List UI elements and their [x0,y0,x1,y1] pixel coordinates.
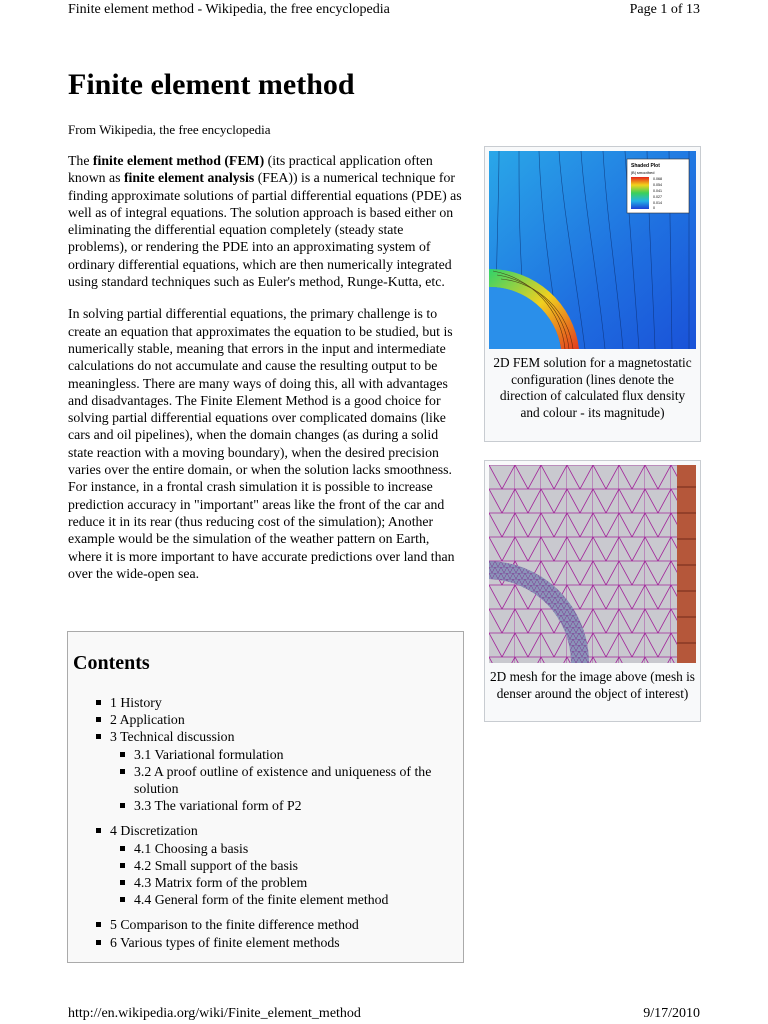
figure-fem-solution [484,146,701,442]
toc-subitem[interactable] [120,746,456,763]
toc-subitem-label[interactable]: 4.4 General form of the finite element method [134,892,389,908]
toc-subitem-label[interactable]: 3.2 A proof outline of existence and uniqueness of the solution [134,763,432,797]
intro-text-3: (FEA)) is a numerical technique for finding approximate solutions of partial differential equations (PDE) as well as of integral equations. The solution approach is based either on eliminating the differential equation completely (steady state problems), or rendering the PDE into an approximating system of ordinary differential equations, which are then numerically integrated using standard techniques such as Euler's method, Runge-Kutta, etc. [68,170,462,290]
intro-bold-fea[interactable]: finite element analysis [123,170,255,186]
fem-solution-image[interactable] [489,151,696,349]
legend-value: 0.054 [653,183,662,187]
figure-caption: 2D mesh for the image above (mesh is denser around the object of interest) [490,669,695,701]
toc-subitem-label[interactable]: 4.2 Small support of the basis [134,857,299,873]
toc-item[interactable] [96,728,456,814]
header-doc-title: Finite element method - Wikipedia, the free encyclopedia [68,2,390,17]
table-of-contents [67,631,464,963]
legend-value: 0.041 [653,189,662,193]
toc-subitem-label[interactable]: 4.3 Matrix form of the problem [134,875,308,891]
toc-sublist [120,746,456,815]
toc-list [96,694,456,951]
toc-sublist [120,840,456,909]
legend-value: 0 [653,206,655,210]
toc-item[interactable] [96,694,456,711]
print-header [0,0,768,24]
toc-subitem[interactable] [120,797,456,814]
toc-item[interactable] [96,711,456,728]
page-title: Finite element method [68,68,355,101]
figure-fem-mesh [484,460,701,722]
second-paragraph: In solving partial differential equations, the primary challenge is to create an equation that approximates the equation to be studied, but is numerically stable, meaning that errors in the input and intermediate calculations do not accumulate and cause the resulting output to be meaningless. There are many ways of doing this, all with advantages and disadvantages. The Finite Element Method is a good choice for solving partial differential equations over complicated domains (like cars and oil pipelines), when the domain changes (as during a solid state reaction with a moving boundary), when the desired precision varies over the entire domain, or when the solution lacks smoothness. For instance, in a frontal crash simulation it is possible to increase prediction accuracy in "important" areas like the front of the car and reduce it in its rear (thus reducing cost of the simulation); Another example would be the simulation of the weather pattern on Earth, where it is more important to have accurate predictions over land than over the wide-open sea. [68,306,455,581]
print-footer [0,1004,768,1024]
toc-item-label[interactable]: 6 Various types of finite element methods [110,934,340,950]
intro-text-1: The [68,153,93,168]
toc-item[interactable] [96,916,456,933]
legend-value: 0.014 [653,201,662,205]
figure-caption: 2D FEM solution for a magnetostatic configuration (lines denote the direction of calculated flux density and colour - its magnitude) [493,355,692,420]
toc-title: Contents [73,652,150,674]
intro-text-2: (its practical application often known as [68,153,433,186]
article-body [68,152,464,597]
legend-value: 0.068 [653,177,662,181]
toc-subitem-label[interactable]: 3.3 The variational form of P2 [134,798,302,814]
intro-bold-fem[interactable]: finite element method (FEM) [92,153,265,168]
toc-item-label[interactable]: 5 Comparison to the finite difference method [110,917,359,933]
footer-date: 9/17/2010 [643,1006,700,1021]
toc-item[interactable] [96,934,456,951]
legend-title: Shaded Plot [631,163,660,169]
toc-subitem-label[interactable]: 3.1 Variational formulation [134,746,284,762]
legend-value: 0.027 [653,195,662,199]
page-subtitle: From Wikipedia, the free encyclopedia [68,122,271,137]
toc-subitem[interactable] [120,840,456,857]
toc-item-label[interactable]: 3 Technical discussion [110,729,235,745]
legend-subtitle: |B| smoothed [631,170,655,175]
toc-subitem[interactable] [120,763,456,797]
toc-subitem-label[interactable]: 4.1 Choosing a basis [134,840,249,856]
intro-paragraph [68,152,464,290]
toc-item[interactable] [96,822,456,908]
toc-subitem[interactable] [120,857,456,874]
footer-url[interactable]: http://en.wikipedia.org/wiki/Finite_element_method [68,1006,361,1021]
fem-mesh-image[interactable] [489,465,696,663]
toc-item-label[interactable]: 1 History [110,695,162,710]
toc-item-label[interactable]: 4 Discretization [110,823,198,839]
toc-subitem[interactable] [120,891,456,908]
toc-item-label[interactable]: 2 Application [110,712,185,728]
header-page-indicator: Page 1 of 13 [629,2,700,17]
toc-subitem[interactable] [120,874,456,891]
